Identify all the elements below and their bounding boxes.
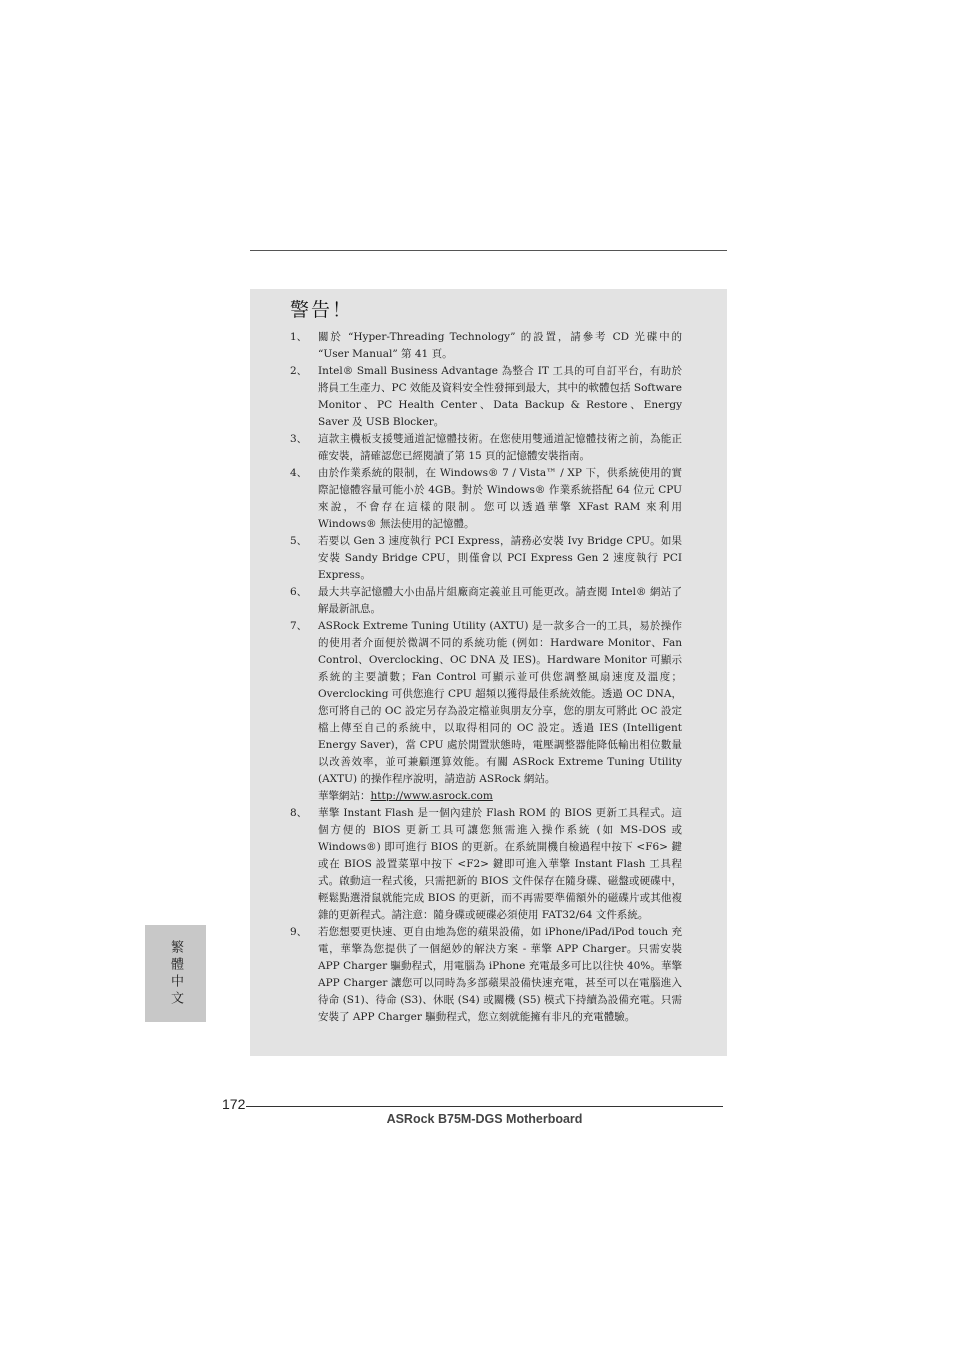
list-item (290, 533, 682, 584)
item-text: 由於作業系統的限制，在 Windows® 7 / Vista™ / XP 下，供系統使用的實際記憶體容量可能小於 4GB。對於 Windows® 作業系統搭配 64 位元 CPU 來說，不會存在這樣的限制。您可以透過華擎 XFast RAM 來利用 Windows® 無法使用的記憶體。 (318, 467, 682, 530)
item-text: 最大共享記憶體大小由晶片組廠商定義並且可能更改。請查閱 Intel® 網站了解最新訊息。 (318, 586, 682, 615)
page-number: 172 (222, 1096, 246, 1112)
warning-box (250, 289, 727, 1056)
item-number: 8、 (290, 807, 308, 819)
language-side-tab (145, 925, 206, 1022)
item-number: 9、 (290, 926, 308, 938)
item-text: 這款主機板支援雙通道記憶體技術。在您使用雙通道記憶體技術之前，為能正確安裝，請確認您已經閱讀了第 15 頁的記憶體安裝指南。 (318, 433, 682, 462)
list-item (290, 924, 682, 1026)
website-label: 華擎網站： (318, 790, 371, 802)
footer-rule (246, 1106, 723, 1107)
language-label: 繁體中文 (168, 939, 183, 1008)
header-rule (250, 250, 727, 251)
footer-model-name: ASRock B75M-DGS Motherboard (386, 1112, 583, 1126)
list-item (290, 329, 682, 363)
item-text-group (318, 618, 682, 805)
item-number: 5、 (290, 535, 308, 547)
item-number: 4、 (290, 467, 308, 479)
item-text: ASRock Extreme Tuning Utility (AXTU) 是一款多合一的工具，易於操作的使用者介面便於微調不同的系統功能 (例如：Hardware Monitor、Fan Control、Overclocking、OC DNA 及 IES)。Hardware Monitor 可顯示系統的主要讀數；Fan Control 可顯示並可供您調整風扇速度及溫度；Overclocking 可供您進行 CPU 超頻以獲得最佳系統效能。透過 OC DNA，您可將自己的 OC 設定另存為設定檔並與朋友分享，您的朋友可將此 OC 設定檔上傳至自己的系統中，以取得相同的 OC 設定。透過 IES (Intelligent Energy Saver)，當 CPU 處於閒置狀態時，電壓調整器能降低輸出相位數量以改善效率，並可兼顧運算效能。有關 ASRock Extreme Tuning Utility (AXTU) 的操作程序說明，請造訪 ASRock 網站。 (318, 620, 682, 785)
asrock-website-link[interactable]: http://www.asrock.com (370, 790, 493, 802)
list-item (290, 363, 682, 431)
list-item (290, 618, 682, 805)
list-item (290, 431, 682, 465)
item-number: 2、 (290, 365, 308, 377)
item-number: 6、 (290, 586, 308, 598)
item-text: 若要以 Gen 3 速度執行 PCI Express，請務必安裝 Ivy Bridge CPU。如果安裝 Sandy Bridge CPU，則僅會以 PCI Express Gen 2 速度執行 PCI Express。 (318, 535, 682, 581)
item-text: 若您想要更快速、更自由地為您的蘋果設備，如 iPhone/iPad/iPod touch 充電，華擎為您提供了一個絕妙的解決方案 - 華擎 APP Charger。只需安裝 APP Charger 驅動程式，用電腦為 iPhone 充電最多可比以往快 40%。華擎 APP Charger 讓您可以同時為多部蘋果設備快速充電，甚至可以在電腦進入待命 (S1)、待命 (S3)、休眠 (S4) 或關機 (S5) 模式下持續為設備充電。只需安裝了 APP Charger 驅動程式，您立刻就能擁有非凡的充電體驗。 (318, 926, 682, 1023)
list-item (290, 465, 682, 533)
item-text: 華擎 Instant Flash 是一個內建於 Flash ROM 的 BIOS 更新工具程式。這個方便的 BIOS 更新工具可讓您無需進入操作系統 (如 MS-DOS 或 Windows®) 即可進行 BIOS 的更新。在系統開機自檢過程中按下 <F6> 鍵或在 BIOS 設置菜單中按下 <F2> 鍵即可進入華擎 Instant Flash 工具程式。啟動這一程式後，只需把新的 BIOS 文件保存在隨身碟、磁盤或硬碟中，輕鬆點選滑鼠就能完成 BIOS 的更新，而不再需要準備額外的磁碟片或其他複雜的更新程式。請注意：隨身碟或硬碟必須使用 FAT32/64 文件系統。 (318, 807, 682, 921)
item-number: 7、 (290, 620, 308, 632)
item-number: 3、 (290, 433, 308, 445)
item-number: 1、 (290, 331, 308, 343)
warning-list (290, 329, 682, 1026)
warning-title: 警告！ (290, 299, 354, 321)
list-item (290, 584, 682, 618)
item-text: Intel® Small Business Advantage 為整合 IT 工具的可自訂平台，有助於將員工生產力、PC 效能及資料安全性發揮到最大，其中的軟體包括 Software Monitor、PC Health Center、Data Backup & Restore、Energy Saver 及 USB Blocker。 (318, 365, 682, 428)
list-item (290, 805, 682, 924)
item-text: 關於 “Hyper-Threading Technology” 的設置，請參考 CD 光碟中的 “User Manual” 第 41 頁。 (318, 331, 682, 360)
